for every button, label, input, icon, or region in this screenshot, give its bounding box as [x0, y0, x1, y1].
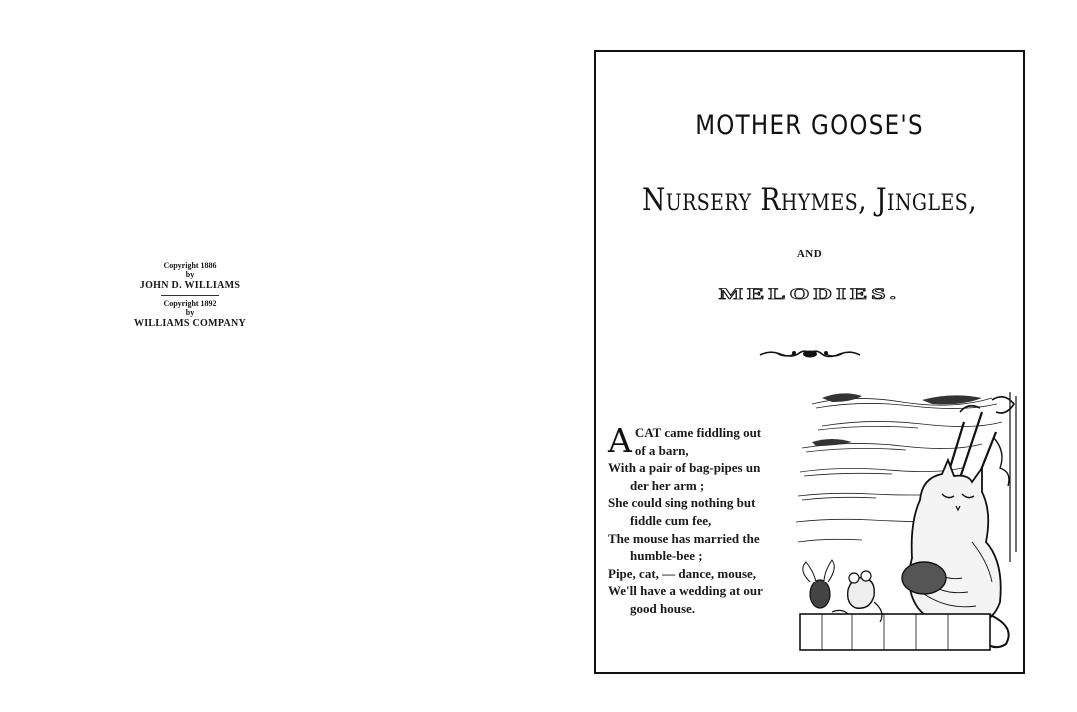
ornament-flourish-icon	[758, 348, 862, 360]
poem-line: CAT came fiddling out	[634, 425, 762, 440]
nursery-rhyme-text	[608, 421, 788, 618]
copyright-notice	[120, 262, 260, 332]
poem-line: der her arm ;	[630, 477, 705, 493]
title-melodies: MELODIES.	[718, 285, 901, 304]
poem-line: With a pair of bag-pipes un	[608, 460, 761, 476]
cat-playing-bagpipes-engraving-icon	[792, 382, 1022, 654]
poem-line: Pipe, cat, — dance, mouse,	[608, 565, 757, 581]
copyright-by-2: by	[185, 308, 195, 317]
title-page-frame	[594, 50, 1025, 674]
poem-line: fiddle cum fee,	[630, 512, 712, 528]
poem-line: The mouse has married the	[608, 530, 760, 546]
poem-line: good house.	[630, 600, 696, 616]
book-subtitle: Nursery Rhymes, Jingles,	[641, 182, 978, 218]
copyright-by-1: by	[185, 270, 195, 279]
title-and: AND	[796, 248, 823, 260]
poem-line: of a barn,	[634, 442, 689, 458]
drop-cap: A	[608, 421, 632, 460]
copyright-holder-1: JOHN D. WILLIAMS	[139, 280, 241, 291]
copyright-line-1886: Copyright 1886	[163, 261, 217, 270]
poem-line: She could sing nothing but	[608, 495, 756, 511]
copyright-holder-2: WILLIAMS COMPANY	[133, 318, 247, 329]
book-title: MOTHER GOOSE'S	[695, 110, 924, 141]
poem-line: We'll have a wedding at our	[608, 583, 763, 599]
poem-line: humble-bee ;	[630, 548, 703, 564]
copyright-divider	[161, 295, 219, 296]
copyright-line-1892: Copyright 1892	[163, 299, 217, 308]
